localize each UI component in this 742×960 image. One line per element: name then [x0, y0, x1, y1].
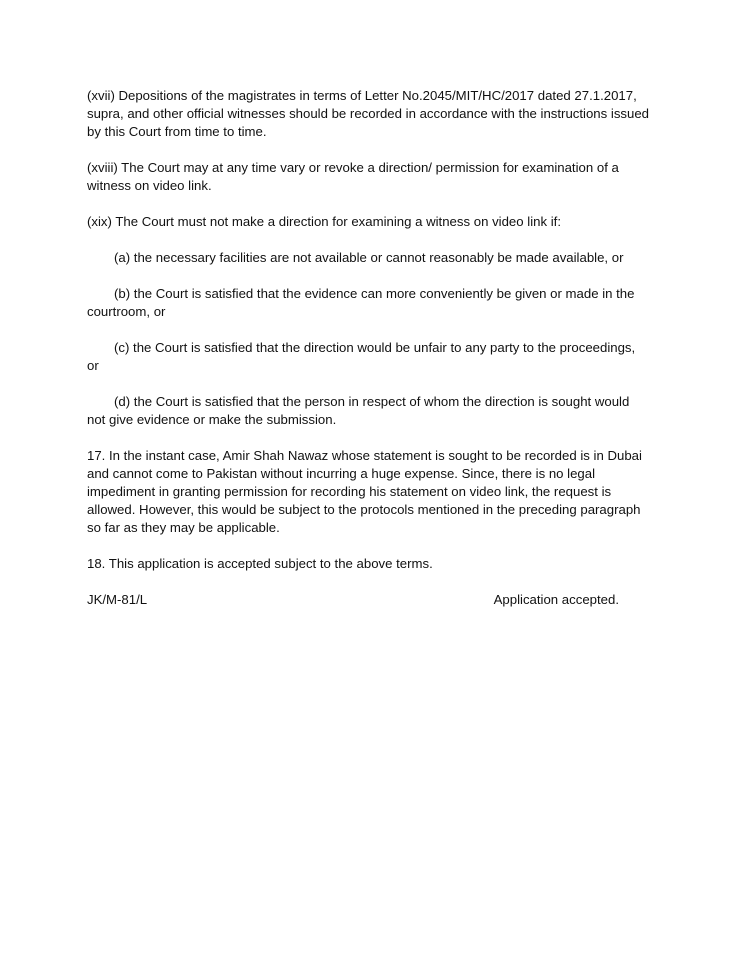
clause-c: (c) the Court is satisfied that the direction would be unfair to any party to the proceedings, or — [87, 340, 636, 373]
clause-b: (b) the Court is satisfied that the evidence can more conveniently be given or made in the courtroom, or — [87, 286, 635, 319]
paragraph-xix: (xix) The Court must not make a direction for examining a witness on video link if: — [87, 214, 561, 229]
clause-a: (a) the necessary facilities are not available or cannot reasonably be made available, or — [114, 250, 624, 265]
paragraph-18: 18. This application is accepted subject to the above terms. — [87, 556, 433, 571]
document-body — [87, 87, 649, 609]
paragraph-xvii: (xvii) Depositions of the magistrates in terms of Letter No.2045/MIT/HC/2017 dated 27.1.2017, supra, and other official witnesses should be recorded in accordance with the instructions issued by this Court from time to time. — [87, 88, 650, 139]
paragraph-17: 17. In the instant case, Amir Shah Nawaz whose statement is sought to be recorded is in Dubai and cannot come to Pakistan without incurring a huge expense. Since, there is no legal impediment in granting permission for recording his statement on video link, the request is allowed. However, this would be subject to the protocols mentioned in the preceding paragraph so far as they may be applicable. — [87, 448, 642, 535]
application-result: Application accepted. — [493, 592, 619, 607]
reference-code: JK/M-81/L — [87, 592, 148, 607]
paragraph-xviii: (xviii) The Court may at any time vary or revoke a direction/ permission for examination of a witness on video link. — [87, 160, 619, 193]
clause-d: (d) the Court is satisfied that the person in respect of whom the direction is sought would not give evidence or make the submission. — [87, 394, 630, 427]
document-footer — [87, 591, 619, 609]
